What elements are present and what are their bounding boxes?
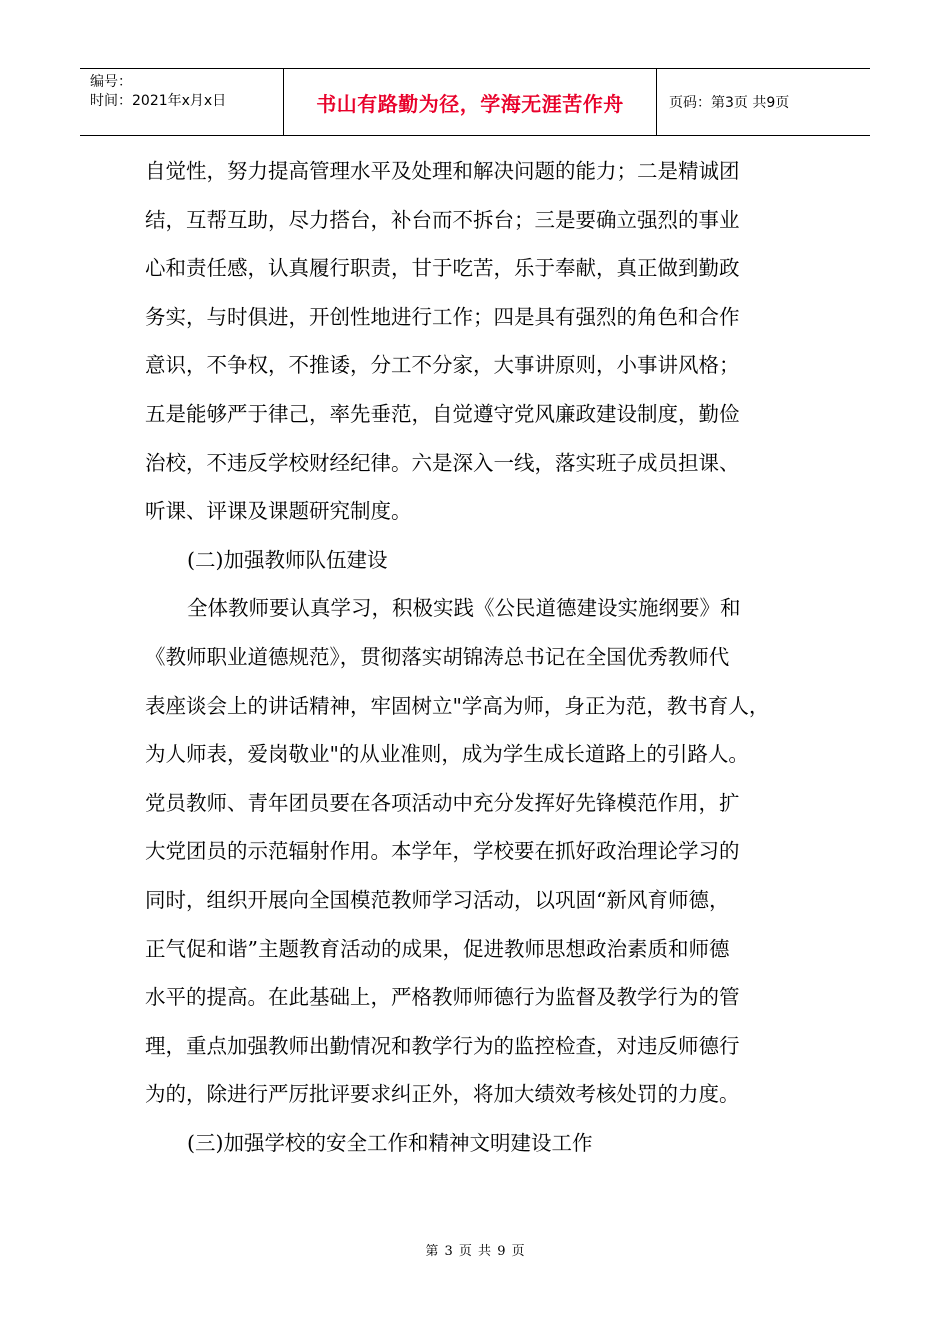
header-motto: 书山有路勤为径，学海无涯苦作舟	[284, 69, 657, 135]
header-meta	[80, 69, 284, 135]
document-number: 编号：	[90, 74, 132, 90]
text-line: 为人师表，爱岗敬业"的从业准则，成为学生成长道路上的引路人。	[145, 742, 749, 767]
text-line: 听课、评课及课题研究制度。	[145, 499, 412, 524]
body-text	[145, 147, 810, 1167]
text-line: 理，重点加强教师出勤情况和教学行为的监控检查，对违反师德行	[145, 1033, 740, 1058]
text-line: 党员教师、青年团员要在各项活动中充分发挥好先锋模范作用，扩	[145, 790, 740, 815]
text-line: 正气促和谐”主题教育活动的成果，促进教师思想政治素质和师德	[145, 936, 730, 961]
text-line: 意识，不争权，不推诿，分工不分家，大事讲原则，小事讲风格；	[145, 353, 740, 378]
text-line: 心和责任感，认真履行职责，甘于吃苦，乐于奉献，真正做到勤政	[145, 256, 740, 281]
text-line: 同时，组织开展向全国模范教师学习活动，以巩固“新风育师德，	[145, 887, 730, 912]
text-line: 大党团员的示范辐射作用。本学年，学校要在抓好政治理论学习的	[145, 839, 740, 864]
text-line: 全体教师要认真学习，积极实践《公民道德建设实施纲要》和	[187, 596, 741, 621]
text-line: 务实，与时俱进，开创性地进行工作；四是具有强烈的角色和合作	[145, 304, 740, 329]
text-line: (二)加强教师队伍建设	[187, 547, 388, 572]
text-line: 治校，不违反学校财经纪律。六是深入一线，落实班子成员担课、	[145, 450, 740, 475]
text-line: 表座谈会上的讲话精神，牢固树立"学高为师，身正为范，教书育人，	[145, 693, 770, 718]
page-footer: 第 3 页 共 9 页	[425, 1244, 525, 1259]
text-line: 《教师职业道德规范》，贯彻落实胡锦涛总书记在全国优秀教师代	[145, 644, 730, 669]
document-date: 时间：2021年x月x日	[90, 93, 227, 109]
text-line: 为的，除进行严厉批评要求纠正外，将加大绩效考核处罚的力度。	[145, 1082, 740, 1107]
text-line: 结，互帮互助，尽力搭台，补台而不拆台；三是要确立强烈的事业	[145, 207, 740, 232]
text-line: 自觉性，努力提高管理水平及处理和解决问题的能力；二是精诚团	[145, 159, 740, 183]
page-header	[80, 68, 870, 136]
header-page-code: 页码：第3页 共9页	[669, 95, 790, 111]
text-line: 五是能够严于律己，率先垂范，自觉遵守党风廉政建设制度，勤俭	[145, 401, 740, 426]
text-line: (三)加强学校的安全工作和精神文明建设工作	[187, 1130, 593, 1155]
text-line: 水平的提高。在此基础上，严格教师师德行为监督及教学行为的管	[145, 985, 740, 1010]
